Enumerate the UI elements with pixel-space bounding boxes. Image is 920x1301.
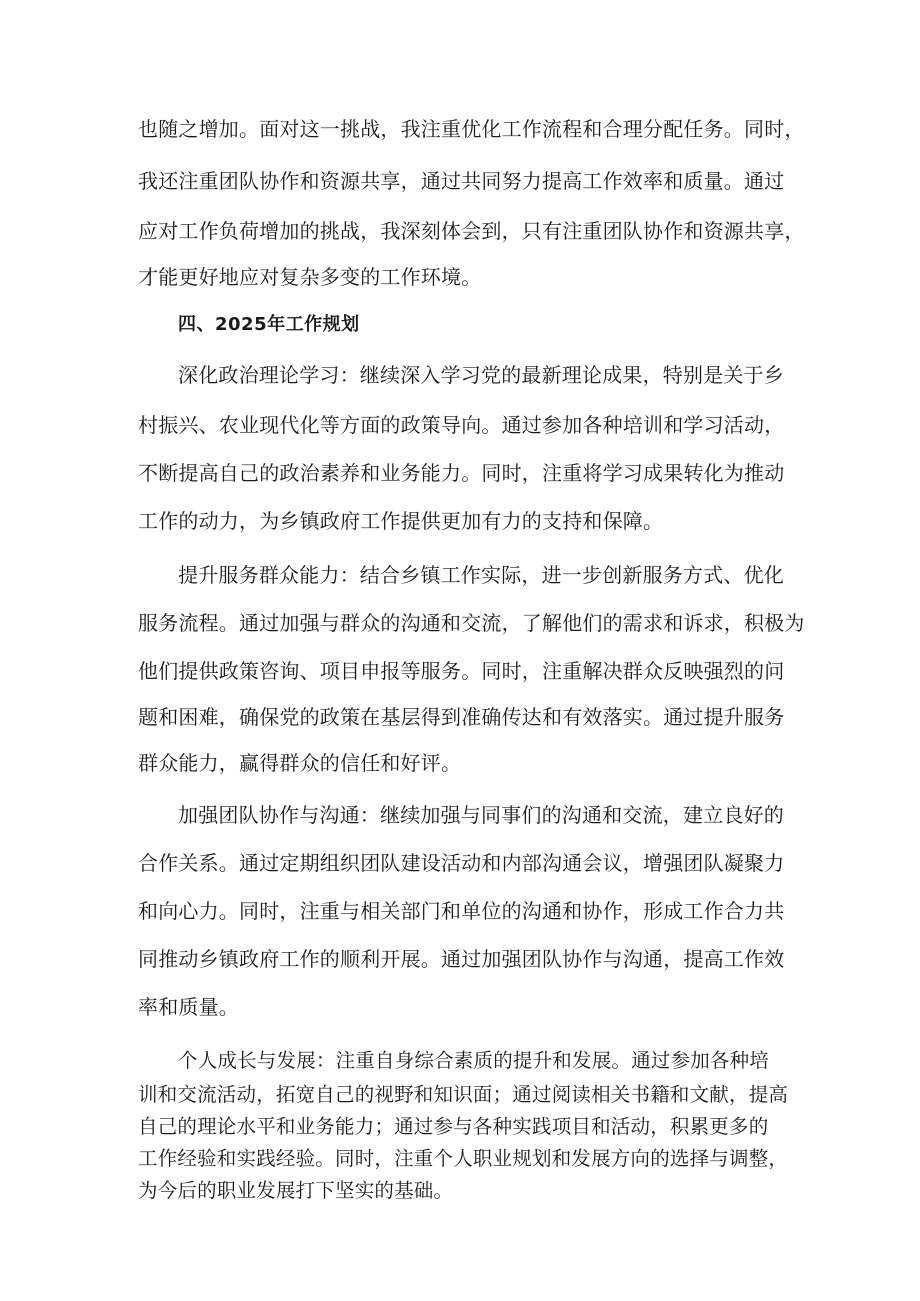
text-line: 提升服务群众能力：结合乡镇工作实际，进一步创新服务方式、优化 [178,563,784,587]
text-line: 深化政治理论学习：继续深入学习党的最新理论成果，特别是关于乡 [178,363,784,387]
text-line: 加强团队协作与沟通：继续加强与同事们的沟通和交流，建立良好的 [178,803,784,827]
text-line: 合作关系。通过定期组织团队建设活动和内部沟通会议，增强团队凝聚力 [138,851,785,875]
text-line: 也随之增加。面对这一挑战，我注重优化工作流程和合理分配任务。同时， [138,117,805,141]
text-line: 他们提供政策咨询、项目申报等服务。同时，注重解决群众反映强烈的问 [138,659,785,683]
text-line: 才能更好地应对复杂多变的工作环境。 [138,265,482,289]
text-line: 我还注重团队协作和资源共享，通过共同努力提高工作效率和质量。通过 [138,169,785,193]
text-line: 服务流程。通过加强与群众的沟通和交流，了解他们的需求和诉求，积极为 [138,611,805,635]
text-line: 应对工作负荷增加的挑战，我深刻体会到，只有注重团队协作和资源共享， [138,219,805,243]
section-heading: 四、2025年工作规划 [178,314,360,335]
text-line: 训和交流活动，拓宽自己的视野和知识面；通过阅读相关书籍和文献，提高 [138,1083,789,1106]
text-line: 为今后的职业发展打下坚实的基础。 [138,1179,454,1202]
text-line: 村振兴、农业现代化等方面的政策导向。通过参加各种培训和学习活动， [138,413,785,437]
text-line: 不断提高自己的政治素养和业务能力。同时，注重将学习成果转化为推动 [138,461,785,485]
text-line: 同推动乡镇政府工作的顺利开展。通过加强团队协作与沟通，提高工作效 [138,947,785,971]
text-line: 群众能力，赢得群众的信任和好评。 [138,751,462,775]
text-line: 和向心力。同时，注重与相关部门和单位的沟通和协作，形成工作合力共 [138,899,785,923]
text-line: 工作的动力，为乡镇政府工作提供更加有力的支持和保障。 [138,509,664,533]
text-line: 个人成长与发展：注重自身综合素质的提升和发展。通过参加各种培 [178,1049,770,1072]
text-line: 自己的理论水平和业务能力；通过参与各种实践项目和活动，积累更多的 [138,1115,769,1138]
text-line: 率和质量。 [138,995,239,1019]
text-line: 工作经验和实践经验。同时，注重个人职业规划和发展方向的选择与调整， [138,1147,789,1170]
text-line: 题和困难，确保党的政策在基层得到准确传达和有效落实。通过提升服务 [138,705,785,729]
